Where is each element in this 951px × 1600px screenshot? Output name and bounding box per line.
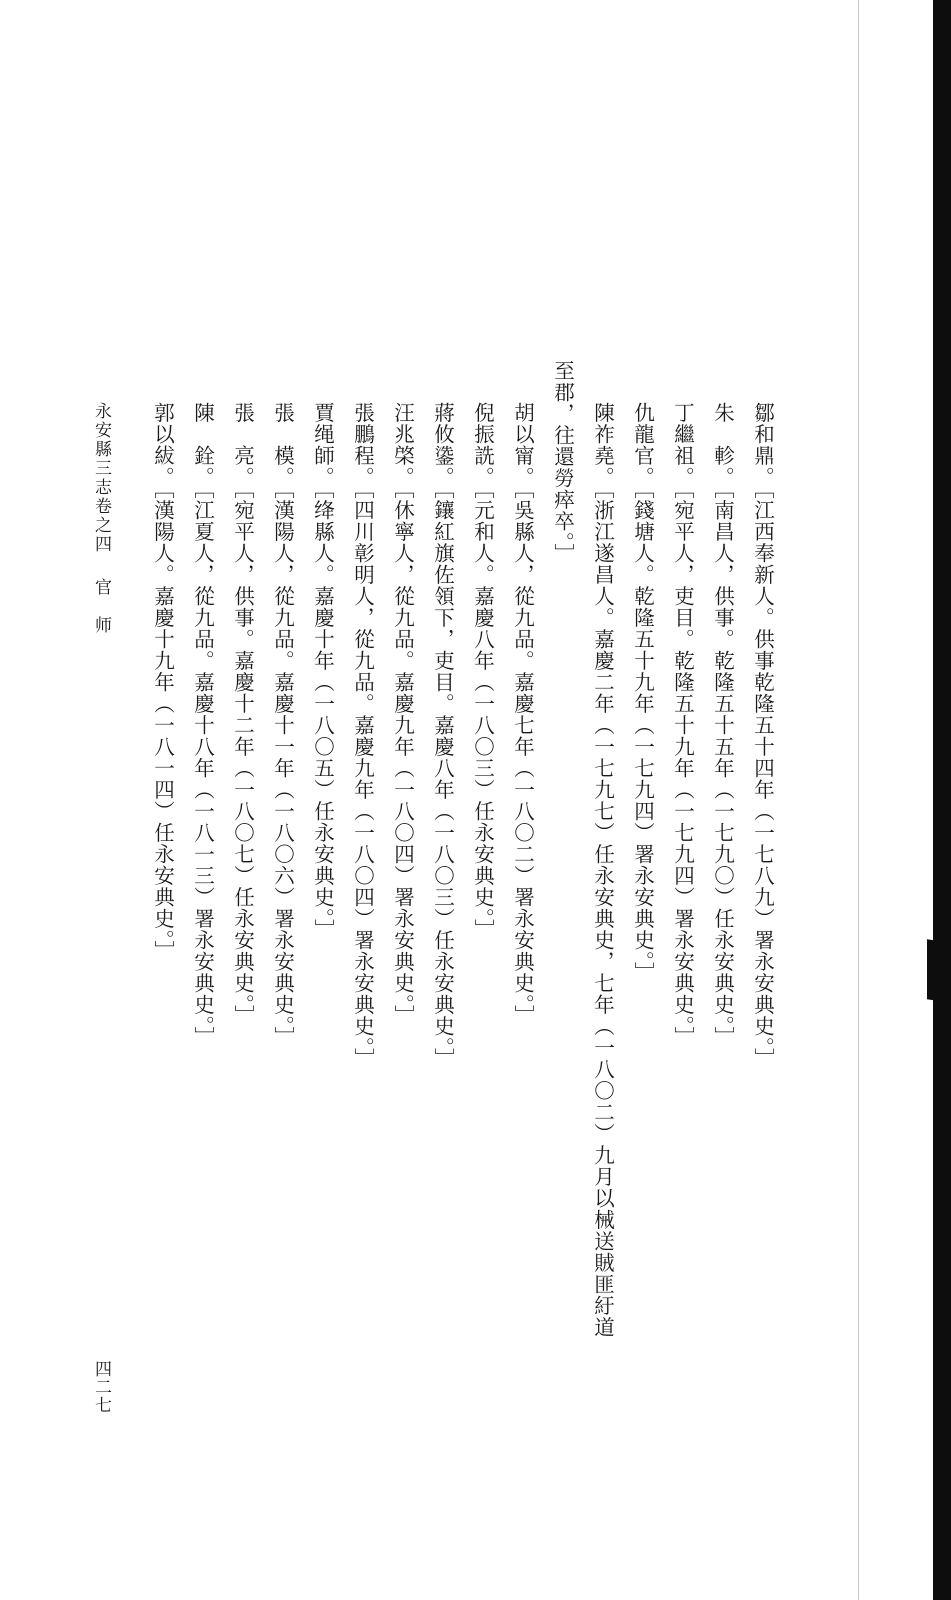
- official-record: ［江西奉新人。供事乾隆五十四年（一七八九）署永安典史。］: [750, 488, 775, 1070]
- entry-column: [192, 402, 213, 1048]
- scan-edge: [933, 0, 951, 1600]
- entry-column: [232, 402, 253, 1027]
- official-name: 張 亮。: [230, 402, 255, 488]
- entry-column: [312, 402, 333, 941]
- official-name: 張 模。: [270, 402, 295, 488]
- official-name: 胡以甯。: [510, 402, 535, 488]
- page-number: 四二七: [91, 1360, 111, 1414]
- official-record: ［宛平人，供事。嘉慶十二年（一八〇七）任永安典史。］: [230, 488, 255, 1027]
- entry-column: [472, 402, 493, 941]
- official-name: 郭以紱。: [150, 402, 175, 488]
- official-name: 鄒和鼎。: [750, 402, 775, 488]
- official-name: 汪兆棨。: [390, 402, 415, 488]
- official-record: ［漢陽人，從九品。嘉慶十一年（一八〇六）署永安典史。］: [270, 488, 295, 1048]
- entry-column: [712, 402, 733, 1048]
- official-name: 仇龍官。: [630, 402, 655, 488]
- official-record: ［漢陽人。嘉慶十九年（一八一四）任永安典史。］: [150, 488, 175, 962]
- entry-column: [592, 402, 613, 1338]
- entry-column: [432, 402, 453, 1070]
- entry-column: [152, 402, 173, 962]
- official-record: ［南昌人，供事。乾隆五十五年（一七九〇）任永安典史。］: [710, 488, 735, 1048]
- page-fold-line: [858, 0, 859, 1600]
- entry-column: [672, 402, 693, 1048]
- official-name: 賈绳師。: [310, 402, 335, 488]
- running-header: [92, 402, 109, 635]
- official-record: ［浙江遂昌人。嘉慶二年（一七九七）任永安典史，七年（一八〇二）九月以械送賊匪紆道: [590, 488, 615, 1338]
- official-name: 陳 銓。: [190, 402, 215, 488]
- official-name: 蔣攸鍌。: [430, 402, 455, 488]
- entry-column: [752, 402, 773, 1070]
- official-name: 朱 軫。: [710, 402, 735, 488]
- official-record: ［錢塘人。乾隆五十九年（一七九四）署永安典史。］: [630, 488, 655, 984]
- entry-column: [352, 402, 373, 1070]
- section-title: 官 师: [91, 578, 111, 635]
- official-record: ［绛縣人。嘉慶十年（一八〇五）任永安典史。］: [310, 488, 335, 941]
- official-record: ［吳縣人，從九品。嘉慶七年（一八〇二）署永安典史。］: [510, 488, 535, 1027]
- official-record: ［宛平人，吏目。乾隆五十九年（一七九四）署永安典史。］: [670, 488, 695, 1048]
- official-record: ［元和人。嘉慶八年（一八〇三）任永安典史。］: [470, 488, 495, 941]
- official-record-continuation: 至郡，往還勞瘁卒。］: [550, 360, 575, 565]
- entry-column: [392, 402, 413, 1027]
- entry-continuation-column: [552, 360, 573, 565]
- official-record: ［江夏人，從九品。嘉慶十八年（一八一三）署永安典史。］: [190, 488, 215, 1048]
- official-name: 倪振詵。: [470, 402, 495, 488]
- entry-column: [272, 402, 293, 1048]
- official-record: ［休寧人，從九品。嘉慶九年（一八〇四）署永安典史。］: [390, 488, 415, 1027]
- official-name: 陳祚堯。: [590, 402, 615, 488]
- scan-edge-notch: [927, 939, 937, 1000]
- official-name: 丁繼祖。: [670, 402, 695, 488]
- official-record: ［鑲紅旗佐領下，吏目。嘉慶八年（一八〇三）任永安典史。］: [430, 488, 455, 1070]
- entry-column: [632, 402, 653, 984]
- official-name: 張鵬程。: [350, 402, 375, 488]
- official-record: ［四川彰明人，從九品。嘉慶九年（一八〇四）署永安典史。］: [350, 488, 375, 1070]
- entry-column: [512, 402, 533, 1027]
- book-title: 永安縣三志卷之四: [91, 402, 111, 554]
